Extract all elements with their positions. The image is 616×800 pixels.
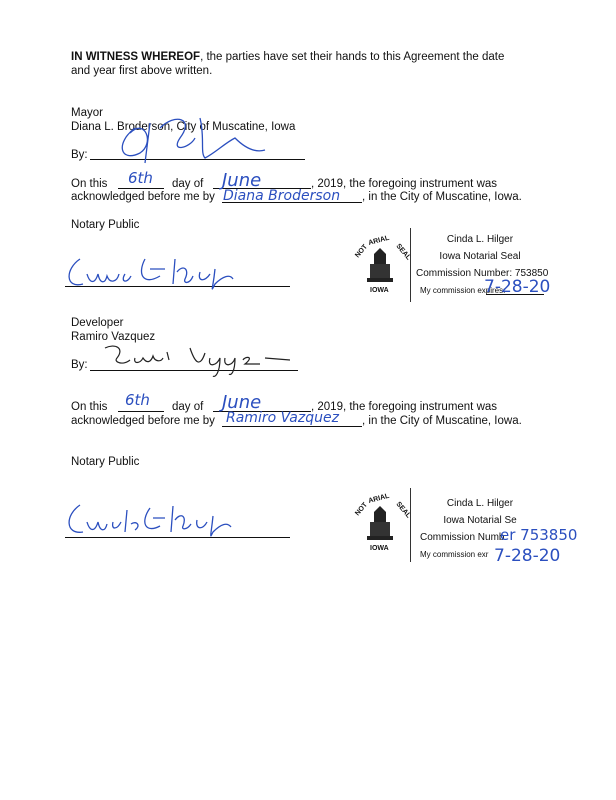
mayor-role: Mayor — [71, 107, 103, 119]
developer-role: Developer — [71, 317, 124, 329]
seal1-title: Iowa Notarial Seal — [439, 251, 521, 262]
notary-seal-1-emblem — [352, 234, 412, 294]
developer-by-label: By: — [71, 359, 88, 371]
mayor-ack-hand: Diana Broderson — [223, 188, 341, 204]
mayor-ack-end: , in the City of Muscatine, Iowa. — [362, 191, 522, 203]
witness-line-2: and year first above written. — [71, 65, 213, 77]
notary-seal-2-emblem — [352, 492, 412, 552]
developer-signature — [95, 338, 295, 378]
seal1-arc-top-mid: ARIAL — [367, 234, 391, 247]
seal1-arc-top-left: NOT — [354, 243, 370, 260]
seal1-expires-label: My commission expires: — [420, 286, 506, 295]
seal2-divider — [410, 488, 411, 562]
seal2-arc-top-right: SEAL — [394, 500, 412, 520]
mayor-ack-start: acknowledged before me by — [71, 191, 215, 203]
mayor-day-hand: 6th — [128, 169, 153, 187]
seal2-name: Cinda L. Hilger — [446, 498, 514, 509]
developer-notary-label: Notary Public — [71, 456, 140, 468]
seal2-expires-label: My commission exr — [420, 550, 489, 559]
developer-ack-end: , in the City of Muscatine, Iowa. — [362, 415, 522, 427]
seal2-commission: Commission Numb — [420, 532, 505, 543]
mayor-day-of: day of — [172, 178, 204, 190]
developer-on-this: On this — [71, 401, 108, 413]
notary1-signature — [65, 254, 265, 294]
seal2-arc-top-mid: ARIAL — [367, 492, 391, 505]
mayor-on-this: On this — [71, 178, 108, 190]
witness-line-1: IN WITNESS WHEREOF, the parties have set their hands to this Agreement the date — [71, 51, 505, 63]
mayor-day-line — [118, 188, 164, 189]
developer-ack-line — [222, 426, 362, 427]
developer-year-text: , 2019, the foregoing instrument was — [311, 401, 498, 413]
developer-month-hand: June — [222, 392, 262, 413]
seal1-divider — [410, 228, 411, 302]
mayor-by-label: By: — [71, 149, 88, 161]
seal2-arc-top-left: NOT — [354, 501, 370, 518]
seal1-name: Cinda L. Hilger — [446, 234, 514, 245]
seal2-commission-hand: er 753850 — [500, 526, 578, 544]
seal1-arc-bottom: IOWA — [370, 287, 389, 294]
notary2-signature — [65, 500, 265, 540]
seal1-expires-hand: 7-28-20 — [484, 277, 551, 297]
mayor-month-hand: June — [222, 170, 262, 191]
developer-ack-hand: Ramiro Vazquez — [226, 410, 339, 426]
developer-day-of: day of — [172, 401, 204, 413]
developer-day-line — [118, 411, 164, 412]
developer-ack-start: acknowledged before me by — [71, 415, 215, 427]
mayor-name: Diana L. Broderson, City of Muscatine, Iowa — [71, 121, 296, 133]
seal2-arc-bottom: IOWA — [370, 545, 389, 552]
seal1-arc-top-right: SEAL — [394, 242, 412, 262]
developer-name: Ramiro Vazquez — [71, 331, 156, 343]
seal1-expires-line — [486, 294, 544, 295]
seal1-commission: Commission Number: 753850 — [416, 268, 549, 279]
mayor-signature — [105, 108, 265, 168]
seal2-expires-hand: 7-28-20 — [494, 546, 561, 566]
mayor-year-text: , 2019, the foregoing instrument was — [311, 178, 498, 190]
seal2-title: Iowa Notarial Se — [443, 515, 517, 526]
mayor-notary-label: Notary Public — [71, 219, 140, 231]
developer-day-hand: 6th — [125, 391, 150, 409]
